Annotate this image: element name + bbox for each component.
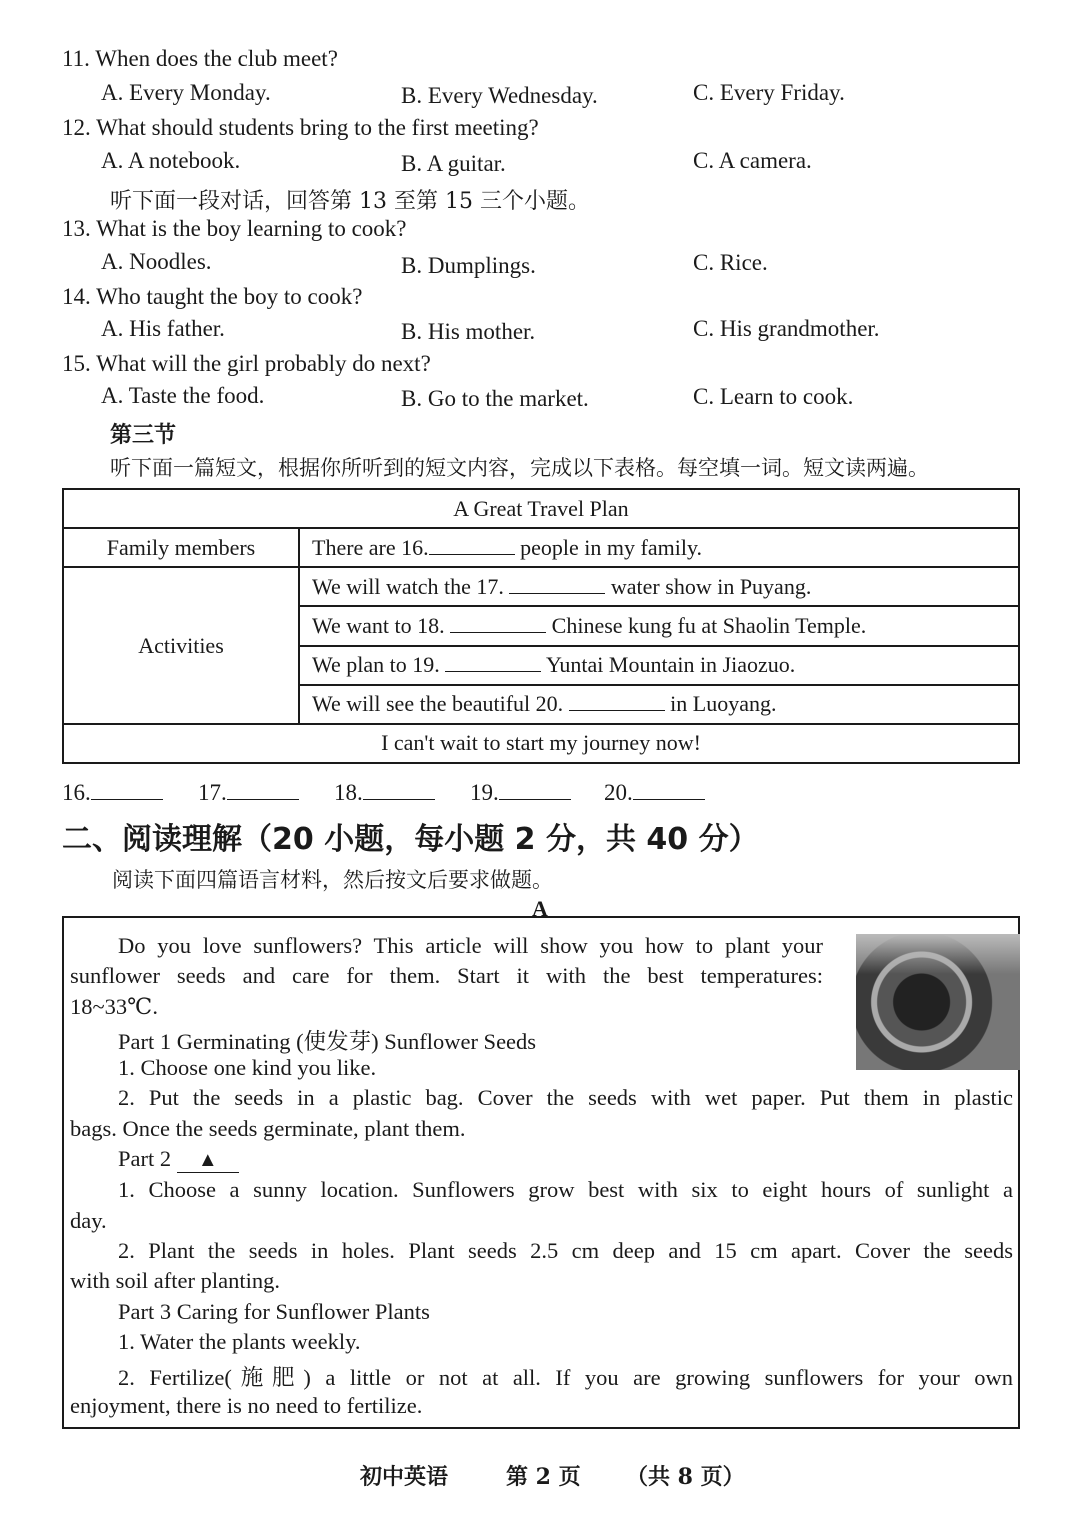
passage-letter: A xyxy=(532,896,548,921)
travel-plan-title: A Great Travel Plan xyxy=(63,489,1019,528)
blank-18[interactable] xyxy=(450,614,546,633)
blank-19-suffix: Yuntai Mountain in Jiaozuo. xyxy=(545,652,796,678)
passage-line-6: 2. Put the seeds in a plastic bag. Cover the seeds with wet paper. Put them in plastic xyxy=(118,1085,1013,1110)
passage-line-15: 2. Fertilize(施肥) a little or not at all. If you are growing sunflowers for your own xyxy=(118,1365,1013,1390)
question-12-option-c: C. A camera. xyxy=(693,148,812,173)
blank-20-prefix: We will see the beautiful 20. xyxy=(312,691,564,717)
question-12-option-b: B. A guitar. xyxy=(401,151,506,176)
answer-17-number: 17. xyxy=(198,780,227,805)
blank-17-suffix: water show in Puyang. xyxy=(610,573,812,599)
triangle-blank-icon[interactable]: ▲ xyxy=(177,1149,239,1173)
family-members-label: Family members xyxy=(63,528,299,567)
question-12-stem: 12. What should students bring to the first meeting? xyxy=(62,115,539,140)
blank-18-prefix: We want to 18. xyxy=(312,612,445,638)
part2-label: Part 2 xyxy=(118,1146,172,1171)
answer-20-number: 20. xyxy=(604,780,633,805)
blank-20-suffix: in Luoyang. xyxy=(670,691,777,717)
passage-line-14: 1. Water the plants weekly. xyxy=(118,1329,361,1354)
passage-line-7: bags. Once the seeds germinate, plant them. xyxy=(70,1116,466,1141)
question-13-option-c: C. Rice. xyxy=(693,250,768,275)
passage-line-4: Part 1 Germinating (使发芽) Sunflower Seeds xyxy=(118,1029,537,1054)
question-11-option-b: B. Every Wednesday. xyxy=(401,83,598,108)
activity-row-19 xyxy=(299,646,1019,685)
question-14-option-b: B. His mother. xyxy=(401,319,536,344)
question-13-stem: 13. What is the boy learning to cook? xyxy=(62,216,407,241)
question-15-option-a: A. Taste the food. xyxy=(101,383,265,408)
section3-instruction: 听下面一篇短文，根据你所听到的短文内容，完成以下表格。每空填一词。短文读两遍。 xyxy=(110,456,929,480)
answer-19[interactable] xyxy=(470,780,571,806)
footer-page: 第 2 页 xyxy=(506,1464,581,1490)
passage-line-10: day. xyxy=(70,1208,107,1233)
answer-20[interactable] xyxy=(604,780,705,806)
passage-line-12: with soil after planting. xyxy=(70,1268,280,1293)
blank-17[interactable] xyxy=(509,575,605,594)
passage-line-3: 18~33℃. xyxy=(70,994,158,1019)
family-members-row xyxy=(299,528,1019,567)
footer-total: （共 8 页） xyxy=(626,1464,745,1490)
part2-instruction: 阅读下面四篇语言材料，然后按文后要求做题。 xyxy=(112,868,553,892)
sunflower-photo xyxy=(856,934,1020,1070)
answer-17[interactable] xyxy=(198,780,299,806)
passage-line-13: Part 3 Caring for Sunflower Plants xyxy=(118,1299,430,1324)
blank-16[interactable] xyxy=(429,536,515,555)
question-12-option-a: A. A notebook. xyxy=(101,148,241,173)
travel-plan-table xyxy=(62,488,1020,764)
question-15-option-b: B. Go to the market. xyxy=(401,386,589,411)
passage-line-2: sunflower seeds and care for them. Start it with the best temperatures: xyxy=(70,963,823,988)
question-14-option-a: A. His father. xyxy=(101,316,225,341)
answer-18[interactable] xyxy=(334,780,435,806)
passage-line-11: 2. Plant the seeds in holes. Plant seeds 2.5 cm deep and 15 cm apart. Cover the seeds xyxy=(118,1238,1013,1263)
blank-17-prefix: We will watch the 17. xyxy=(312,573,504,599)
activities-label: Activities xyxy=(63,567,299,724)
question-15-option-c: C. Learn to cook. xyxy=(693,384,854,409)
passage-line-1: Do you love sunflowers? This article will show you how to plant your xyxy=(118,933,823,958)
question-11-option-c: C. Every Friday. xyxy=(693,80,845,105)
blank-16-prefix: There are 16. xyxy=(312,534,429,560)
travel-plan-closing: I can't wait to start my journey now! xyxy=(63,724,1019,763)
passage-line-5: 1. Choose one kind you like. xyxy=(118,1055,377,1080)
answer-18-number: 18. xyxy=(334,780,363,805)
question-14-stem: 14. Who taught the boy to cook? xyxy=(62,284,363,309)
answer-20-blank[interactable] xyxy=(633,781,705,800)
passage-line-9: 1. Choose a sunny location. Sunflowers grow best with six to eight hours of sunlight a xyxy=(118,1177,1013,1202)
blank-18-suffix: Chinese kung fu at Shaolin Temple. xyxy=(551,612,867,638)
answer-19-number: 19. xyxy=(470,780,499,805)
question-15-stem: 15. What will the girl probably do next? xyxy=(62,351,431,376)
passage-line-16: enjoyment, there is no need to fertilize. xyxy=(70,1393,423,1418)
activity-row-18 xyxy=(299,606,1019,645)
answer-19-blank[interactable] xyxy=(499,781,571,800)
answer-17-blank[interactable] xyxy=(227,781,299,800)
answer-18-blank[interactable] xyxy=(363,781,435,800)
instruction-13-15: 听下面一段对话，回答第 13 至第 15 三个小题。 xyxy=(110,189,590,214)
answer-16[interactable] xyxy=(62,780,163,806)
question-11-option-a: A. Every Monday. xyxy=(101,80,271,105)
answer-16-blank[interactable] xyxy=(91,781,163,800)
blank-19[interactable] xyxy=(445,653,541,672)
question-13-option-a: A. Noodles. xyxy=(101,249,212,274)
activity-row-17 xyxy=(299,567,1019,606)
question-14-option-c: C. His grandmother. xyxy=(693,316,880,341)
question-13-option-b: B. Dumplings. xyxy=(401,253,536,278)
section3-heading: 第三节 xyxy=(110,422,177,448)
answer-16-number: 16. xyxy=(62,780,91,805)
blank-20[interactable] xyxy=(569,692,665,711)
blank-19-prefix: We plan to 19. xyxy=(312,652,440,678)
passage-line-8 xyxy=(118,1146,239,1173)
blank-16-suffix: people in my family. xyxy=(520,534,703,560)
part2-title: 二、阅读理解（20 小题，每小题 2 分，共 40 分） xyxy=(62,822,759,857)
question-11-stem: 11. When does the club meet? xyxy=(62,46,338,71)
footer-subject: 初中英语 xyxy=(360,1464,449,1490)
activity-row-20 xyxy=(299,685,1019,724)
